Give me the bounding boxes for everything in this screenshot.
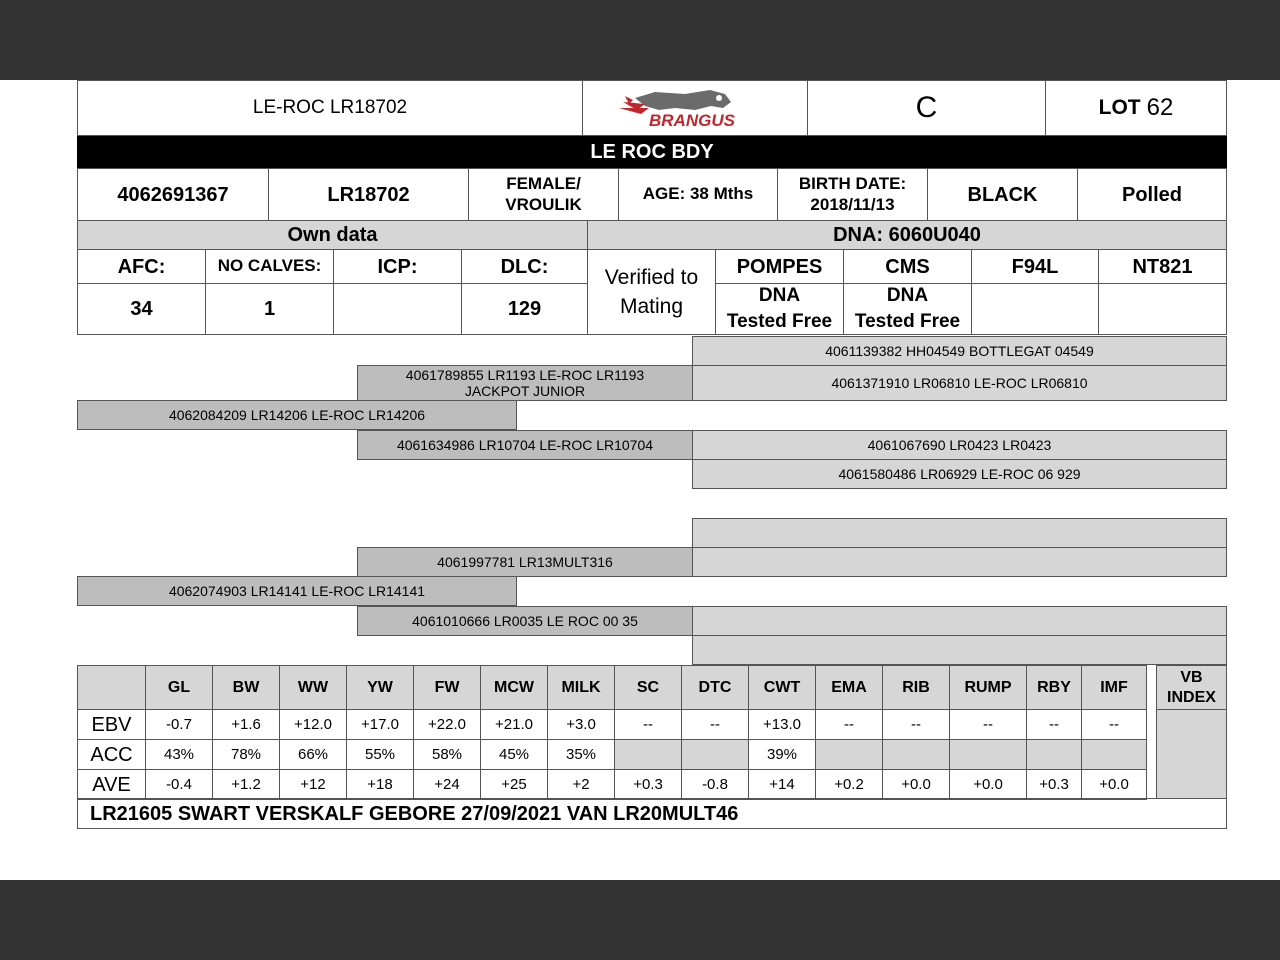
ebv-cell: +0.3	[614, 769, 682, 800]
verified-to-mating	[587, 249, 716, 335]
ebv-cell: 39%	[748, 739, 816, 770]
icp-label: ICP:	[333, 249, 462, 284]
ebv-cell: 45%	[480, 739, 548, 770]
cms-label: CMS	[843, 249, 972, 284]
verified-line1: Verified to	[604, 265, 699, 289]
ebv-cell: +2	[547, 769, 615, 800]
ebv-cell	[1081, 739, 1147, 770]
sire-sire-line1: 4061789855 LR1193 LE-ROC LR1193	[405, 366, 645, 383]
vb-index-header	[1156, 665, 1227, 710]
lot-number	[1045, 80, 1227, 136]
calves-label: NO CALVES:	[205, 249, 334, 284]
ebv-cell: -0.7	[145, 709, 213, 740]
ebv-cell: +0.0	[1081, 769, 1147, 800]
ebv-col-header: MILK	[547, 665, 615, 710]
ebv-cell	[614, 739, 682, 770]
ebv-cell: +22.0	[413, 709, 481, 740]
ebv-cell: --	[882, 709, 950, 740]
pedigree-sire-dam-dam: 4061580486 LR06929 LE-ROC 06 929	[692, 459, 1227, 489]
ebv-cell: +0.3	[1026, 769, 1082, 800]
pompes-line2: Tested Free	[726, 311, 833, 332]
nt821-label: NT821	[1098, 249, 1227, 284]
cms-value	[843, 283, 972, 335]
ebv-cell: +12	[279, 769, 347, 800]
pedigree-dam-dam-dam	[692, 635, 1227, 665]
ebv-col-header: RBY	[1026, 665, 1082, 710]
ebv-cell: +1.2	[212, 769, 280, 800]
ebv-col-header: RUMP	[949, 665, 1027, 710]
ebv-col-header: MCW	[480, 665, 548, 710]
ebv-col-header: IMF	[1081, 665, 1147, 710]
pedigree-dam-dam: 4061010666 LR0035 LE ROC 00 35	[357, 606, 693, 636]
ebv-cell: --	[681, 709, 749, 740]
f94l-value	[971, 283, 1099, 335]
own-data-title: Own data	[77, 220, 588, 250]
animal-id: LE-ROC LR18702	[77, 80, 583, 136]
afc-value: 34	[77, 283, 206, 335]
vb-index-value	[1156, 709, 1227, 799]
ebv-col-header: RIB	[882, 665, 950, 710]
ebv-cell: --	[1081, 709, 1147, 740]
ebv-col-header: CWT	[748, 665, 816, 710]
ebv-cell: 35%	[547, 739, 615, 770]
pompes-line1: DNA	[758, 285, 801, 307]
ebv-cell: 55%	[346, 739, 414, 770]
sex-line1: FEMALE/	[506, 174, 581, 194]
ebv-cell: +14	[748, 769, 816, 800]
ebv-cell: 43%	[145, 739, 213, 770]
dlc-value: 129	[461, 283, 588, 335]
vb-index-line1: VB	[1180, 668, 1203, 686]
animal-code: LR18702	[268, 168, 469, 221]
lot-label: LOT	[1098, 96, 1141, 120]
ebv-cell: +21.0	[480, 709, 548, 740]
progeny-note: LR21605 SWART VERSKALF GEBORE 27/09/2021 VAN LR20MULT46	[77, 798, 1227, 829]
ebv-cell: --	[815, 709, 883, 740]
pedigree-sire-sire-dam: 4061371910 LR06810 LE-ROC LR06810	[692, 365, 1227, 401]
ebv-col-header: FW	[413, 665, 481, 710]
pedigree-sire-sire-sire: 4061139382 HH04549 BOTTLEGAT 04549	[692, 336, 1227, 366]
horn-status: Polled	[1077, 168, 1227, 221]
ebv-cell: --	[614, 709, 682, 740]
pompes-label: POMPES	[715, 249, 844, 284]
ebv-cell: +3.0	[547, 709, 615, 740]
ebv-cell: +25	[480, 769, 548, 800]
ebv-cell	[1026, 739, 1082, 770]
registration-number: 4062691367	[77, 168, 269, 221]
vb-index-line2: INDEX	[1167, 688, 1216, 706]
ebv-cell: -0.4	[145, 769, 213, 800]
color: BLACK	[927, 168, 1078, 221]
ebv-cell: +18	[346, 769, 414, 800]
ebv-cell	[882, 739, 950, 770]
ebv-cell: --	[1026, 709, 1082, 740]
nt821-value	[1098, 283, 1227, 335]
lot-value: 62	[1146, 93, 1174, 121]
dna-title: DNA: 6060U040	[587, 220, 1227, 250]
pedigree-dam-dam-sire	[692, 606, 1227, 636]
ebv-col-header: SC	[614, 665, 682, 710]
ebv-col-header: WW	[279, 665, 347, 710]
top-letterbox	[0, 0, 1280, 80]
ebv-row-label: AVE	[77, 769, 146, 800]
ebv-cell: +0.2	[815, 769, 883, 800]
ebv-cell: +17.0	[346, 709, 414, 740]
calves-value: 1	[205, 283, 334, 335]
grade: C	[807, 80, 1046, 136]
ebv-cell: -0.8	[681, 769, 749, 800]
ebv-cell	[815, 739, 883, 770]
ebv-cell: +13.0	[748, 709, 816, 740]
ebv-col-header: DTC	[681, 665, 749, 710]
ebv-cell: 78%	[212, 739, 280, 770]
ebv-col-header: YW	[346, 665, 414, 710]
ebv-corner-cell	[77, 665, 146, 710]
ebv-cell	[949, 739, 1027, 770]
verified-line2: Mating	[619, 295, 684, 318]
birth-date-label: BIRTH DATE:	[798, 174, 907, 194]
ebv-cell: +0.0	[949, 769, 1027, 800]
age: AGE: 38 Mths	[618, 168, 778, 221]
ebv-cell	[681, 739, 749, 770]
ebv-cell: 66%	[279, 739, 347, 770]
pedigree-dam-sire-dam	[692, 547, 1227, 577]
catalogue-page	[0, 80, 1280, 880]
ebv-cell: +1.6	[212, 709, 280, 740]
pedigree-sire: 4062084209 LR14206 LE-ROC LR14206	[77, 400, 517, 430]
cms-line2: Tested Free	[854, 311, 961, 332]
logo-text: BRANGUS	[649, 111, 735, 130]
pedigree-sire-dam: 4061634986 LR10704 LE-ROC LR10704	[357, 430, 693, 460]
birth-date	[777, 168, 928, 221]
ebv-cell: +0.0	[882, 769, 950, 800]
pedigree-dam: 4062074903 LR14141 LE-ROC LR14141	[77, 576, 517, 606]
cms-line1: DNA	[886, 285, 929, 307]
ebv-cell: +24	[413, 769, 481, 800]
birth-date-value: 2018/11/13	[810, 194, 895, 214]
pompes-value	[715, 283, 844, 335]
pedigree-sire-sire	[357, 365, 693, 401]
sex-line2: VROULIK	[505, 194, 582, 214]
ebv-col-header: GL	[145, 665, 213, 710]
ebv-row-label: EBV	[77, 709, 146, 740]
bull-logo-icon	[615, 84, 775, 132]
animal-name: LE ROC BDY	[77, 136, 1227, 168]
f94l-label: F94L	[971, 249, 1099, 284]
ebv-row-label: ACC	[77, 739, 146, 770]
ebv-cell: +12.0	[279, 709, 347, 740]
sex	[468, 168, 619, 221]
pedigree-sire-dam-sire: 4061067690 LR0423 LR0423	[692, 430, 1227, 460]
ebv-cell: 58%	[413, 739, 481, 770]
brangus-logo	[582, 80, 808, 136]
sire-sire-line2: JACKPOT JUNIOR	[464, 383, 586, 399]
ebv-col-header: EMA	[815, 665, 883, 710]
bottom-letterbox	[0, 880, 1280, 960]
ebv-col-header: BW	[212, 665, 280, 710]
dlc-label: DLC:	[461, 249, 588, 284]
pedigree-dam-sire: 4061997781 LR13MULT316	[357, 547, 693, 577]
afc-label: AFC:	[77, 249, 206, 284]
pedigree-dam-sire-sire	[692, 518, 1227, 548]
icp-value	[333, 283, 462, 335]
ebv-cell: --	[949, 709, 1027, 740]
